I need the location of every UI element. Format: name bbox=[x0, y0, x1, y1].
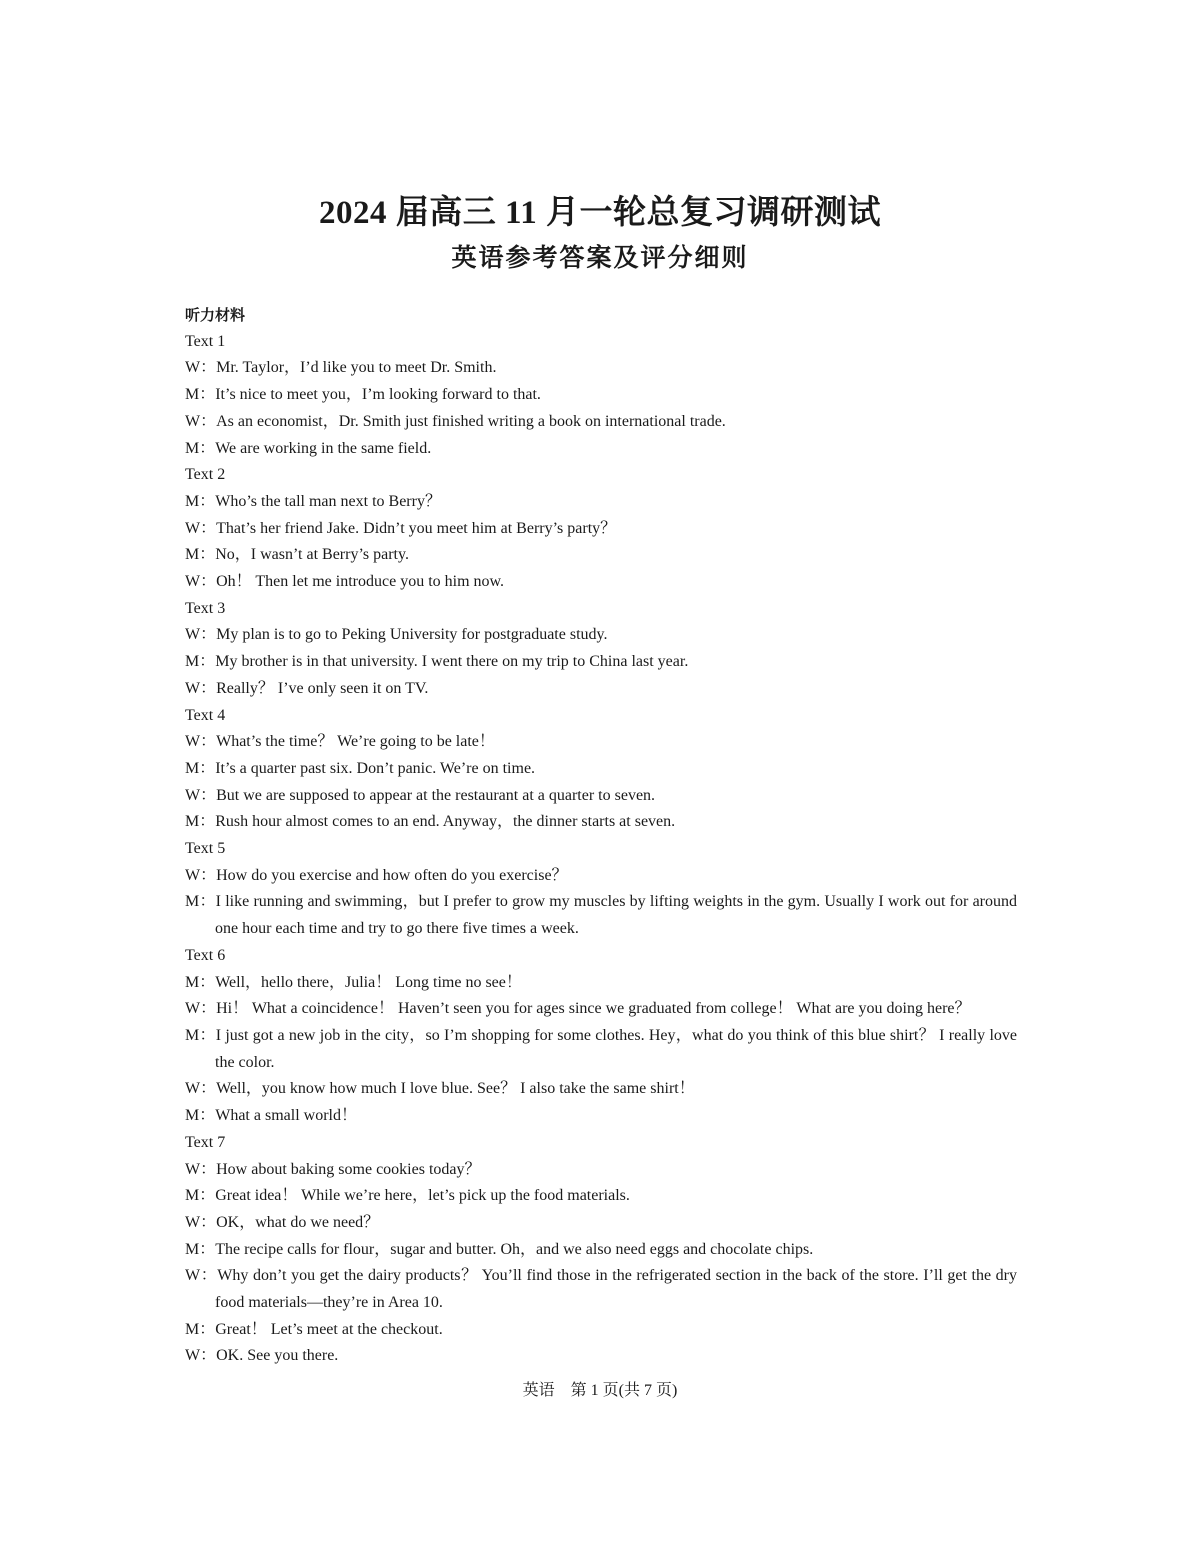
dialogue-line: M：Great idea！ While we’re here，let’s pick up the food materials. bbox=[185, 1187, 630, 1205]
dialogue-line: W：Really？ I’ve only seen it on TV. bbox=[185, 679, 429, 697]
page-title: 2024 届高三 11 月一轮总复习调研测试 bbox=[319, 195, 881, 231]
dialogue-line: W：Well，you know how much I love blue. See？ I also take the same shirt！ bbox=[185, 1080, 695, 1098]
dialogue-line: W：My plan is to go to Peking University for postgraduate study. bbox=[185, 626, 608, 644]
dialogue-line: M：Well，hello there，Julia！ Long time no see！ bbox=[185, 973, 522, 991]
dialogue-line: M：I just got a new job in the city，so I’m shopping for some clothes. Hey，what do you think of this blue shirt？ I really love the color. bbox=[185, 1026, 1017, 1071]
dialogue-line: W：As an economist，Dr. Smith just finished writing a book on international trade. bbox=[185, 412, 726, 430]
dialogue-line: M：The recipe calls for flour，sugar and butter. Oh，and we also need eggs and chocolate chips. bbox=[185, 1240, 814, 1258]
dialogue-line: W：Why don’t you get the dairy products？ You’ll find those in the refrigerated section in the back of the store. I’ll get the dry food materials—they’re in Area 10. bbox=[185, 1267, 1017, 1312]
page-subtitle: 英语参考答案及评分细则 bbox=[451, 243, 749, 272]
text-label: Text 2 bbox=[185, 466, 226, 484]
listening-material bbox=[185, 302, 1017, 1370]
dialogue-line: W：How do you exercise and how often do you exercise？ bbox=[185, 866, 568, 884]
text-label: Text 1 bbox=[185, 332, 226, 350]
dialogue-line: W：OK. See you there. bbox=[185, 1347, 339, 1365]
text-label: Text 4 bbox=[185, 706, 226, 724]
dialogue-line: M：It’s a quarter past six. Don’t panic. We’re on time. bbox=[185, 759, 536, 777]
dialogue-line: W：What’s the time？ We’re going to be late！ bbox=[185, 733, 495, 751]
text-label: Text 6 bbox=[185, 946, 226, 964]
page-footer: 英语 第 1 页(共 7 页) bbox=[522, 1382, 678, 1399]
dialogue-line: M：Rush hour almost comes to an end. Anyway，the dinner starts at seven. bbox=[185, 813, 676, 831]
dialogue-line: M：What a small world！ bbox=[185, 1107, 357, 1125]
text-label: Text 5 bbox=[185, 840, 226, 858]
dialogue-line: M：We are working in the same field. bbox=[185, 439, 432, 457]
dialogue-line: W：Mr. Taylor，I’d like you to meet Dr. Smith. bbox=[185, 359, 497, 377]
dialogue-line: W：OK，what do we need？ bbox=[185, 1213, 380, 1231]
dialogue-line: M：Great！ Let’s meet at the checkout. bbox=[185, 1320, 443, 1338]
text-label: Text 7 bbox=[185, 1133, 226, 1151]
dialogue-line: W：How about baking some cookies today？ bbox=[185, 1160, 481, 1178]
dialogue-line: W：That’s her friend Jake. Didn’t you meet him at Berry’s party？ bbox=[185, 519, 617, 537]
dialogue-line: W：But we are supposed to appear at the restaurant at a quarter to seven. bbox=[185, 786, 656, 804]
texts-container bbox=[185, 329, 1017, 1370]
section-heading: 听力材料 bbox=[185, 306, 246, 324]
dialogue-line: M：My brother is in that university. I went there on my trip to China last year. bbox=[185, 653, 689, 671]
dialogue-line: M：No，I wasn’t at Berry’s party. bbox=[185, 546, 409, 564]
dialogue-line: W：Hi！ What a coincidence！ Haven’t seen you for ages since we graduated from college！ What are you doing here？ bbox=[185, 1000, 971, 1018]
dialogue-line: M：Who’s the tall man next to Berry？ bbox=[185, 492, 441, 510]
dialogue-line: M：It’s nice to meet you，I’m looking forward to that. bbox=[185, 386, 541, 404]
dialogue-line: W：Oh！ Then let me introduce you to him now. bbox=[185, 573, 505, 591]
text-label: Text 3 bbox=[185, 599, 226, 617]
dialogue-line: M：I like running and swimming，but I prefer to grow my muscles by lifting weights in the gym. Usually I work out for around one hour each time and try to go there five times a week. bbox=[185, 893, 1017, 938]
